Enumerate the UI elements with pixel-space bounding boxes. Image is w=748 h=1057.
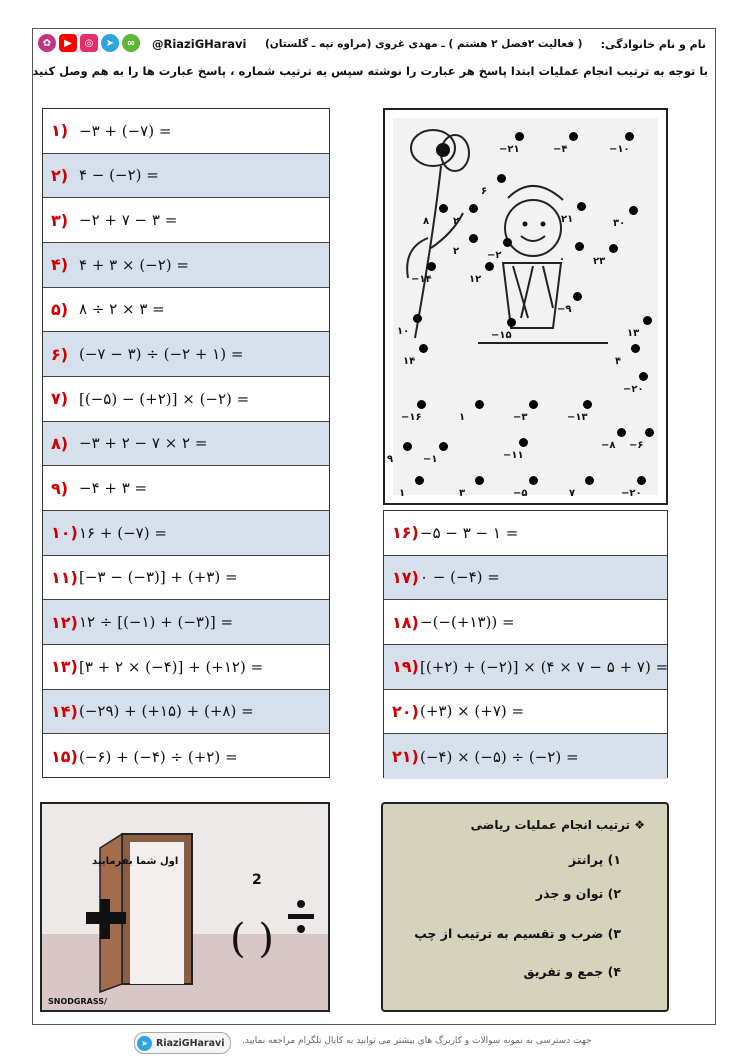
puzzle-dot-label: ۲ bbox=[453, 216, 460, 227]
exercise-expression: (+۳) × (+۷) = bbox=[420, 702, 525, 721]
exercise-row bbox=[384, 690, 667, 735]
puzzle-dot bbox=[519, 438, 528, 447]
exercise-row bbox=[384, 645, 667, 690]
puzzle-dot bbox=[515, 132, 524, 141]
puzzle-dot-label: ۴ bbox=[615, 356, 622, 367]
puzzle-dot bbox=[439, 204, 448, 213]
exercise-expression: −۳ + ۲ − ۷ × ۲ = bbox=[79, 434, 208, 453]
puzzle-dot-label: ۱۳ bbox=[627, 328, 640, 339]
exercise-row bbox=[384, 600, 667, 645]
exercise-row bbox=[43, 556, 329, 601]
puzzle-dot bbox=[475, 400, 484, 409]
puzzle-dot-label: ۱۲ bbox=[469, 274, 482, 285]
puzzle-dot bbox=[637, 476, 646, 485]
svg-text:2: 2 bbox=[252, 872, 262, 888]
exercise-expression: [۳ + ۲ × (−۴)] + (+۱۲) = bbox=[79, 657, 264, 676]
puzzle-dot-label: −۱۰ bbox=[609, 144, 630, 155]
badge-label: RiaziGHaravi bbox=[156, 1037, 225, 1049]
exercise-expression: (−۴) × (−۵) ÷ (−۲) = bbox=[420, 747, 579, 766]
exercise-row bbox=[384, 556, 667, 601]
puzzle-dot bbox=[485, 262, 494, 271]
worksheet-subtitle: ( فعالیت ۲فصل ۲ هشتم ) ـ مهدی غروی (مراوه تپه ـ گلستان) bbox=[265, 38, 583, 50]
exercise-expression: ۴ + ۳ × (−۲) = bbox=[79, 255, 189, 274]
puzzle-dot-label: ۶ bbox=[481, 186, 488, 197]
exercise-table-left bbox=[42, 108, 330, 778]
puzzle-dot bbox=[507, 318, 516, 327]
rule-item-2: ۲) توان و جذر bbox=[535, 886, 621, 901]
exercise-number: ۱) bbox=[51, 121, 69, 141]
exercise-number: ۱۴) bbox=[51, 701, 78, 721]
exercise-row bbox=[43, 288, 329, 333]
exercise-number: ۱۶) bbox=[392, 523, 419, 543]
exercise-expression: ۱۲ ÷ [(−۱) + (−۳)] = bbox=[79, 613, 234, 632]
exercise-row bbox=[43, 332, 329, 377]
puzzle-dot-label: ۱ bbox=[399, 488, 406, 499]
exercise-row bbox=[43, 243, 329, 288]
puzzle-dot-label: −۳ bbox=[513, 412, 528, 423]
exercise-number: ۱۳) bbox=[51, 657, 78, 677]
puzzle-dot bbox=[625, 132, 634, 141]
exercise-expression: [(−۵) − (+۲)] × (−۲) = bbox=[79, 389, 250, 408]
exercise-expression: −۳ + (−۷) = bbox=[79, 121, 172, 140]
exercise-row bbox=[43, 154, 329, 199]
puzzle-dot bbox=[609, 244, 618, 253]
puzzle-dot bbox=[403, 442, 412, 451]
puzzle-dot-label: −۹ bbox=[557, 304, 572, 315]
svg-text:( ): ( ) bbox=[230, 916, 274, 962]
puzzle-dot-label: ۲۳ bbox=[593, 256, 606, 267]
exercise-row bbox=[384, 511, 667, 556]
exercise-number: ۵) bbox=[51, 299, 69, 319]
mouth bbox=[521, 236, 545, 241]
exercise-number: ۸) bbox=[51, 433, 69, 453]
puzzle-dot bbox=[631, 344, 640, 353]
eye-right bbox=[541, 222, 546, 227]
cartoon-signature: SNODGRASS/ bbox=[48, 997, 107, 1006]
puzzle-dot bbox=[469, 204, 478, 213]
puzzle-dot-label: −۲۰ bbox=[621, 488, 642, 499]
exercise-number: ۳) bbox=[51, 210, 69, 230]
rules-title: ❖ ترتیب انجام عملیات ریاضی bbox=[470, 818, 645, 832]
exercise-expression: ۰ − (−۴) = bbox=[420, 568, 500, 587]
division-bar bbox=[288, 914, 314, 919]
division-dot bbox=[297, 925, 305, 933]
puzzle-dot bbox=[529, 400, 538, 409]
puzzle-dot-label: ۸ bbox=[423, 216, 430, 227]
hair bbox=[508, 186, 563, 200]
exercise-number: ۲۱) bbox=[392, 747, 419, 767]
puzzle-dot-label: ۱۰ bbox=[397, 326, 410, 337]
telegram-icon[interactable]: ➤ bbox=[101, 34, 119, 52]
puzzle-dot-label: −۱۶ bbox=[401, 412, 422, 423]
puzzle-dot-label: −۱۱ bbox=[503, 450, 524, 461]
puzzle-dot bbox=[415, 476, 424, 485]
puzzle-dot-label: ۱ bbox=[459, 412, 466, 423]
telegram-channel-badge[interactable] bbox=[134, 1032, 231, 1054]
puzzle-dot-label: −۱۳ bbox=[567, 412, 588, 423]
social-icons bbox=[38, 34, 140, 52]
eitaa-icon[interactable]: ∞ bbox=[122, 34, 140, 52]
cartoon-scene bbox=[42, 804, 328, 1010]
puzzle-dot-label: ۰ bbox=[559, 254, 566, 265]
exercise-row bbox=[43, 422, 329, 467]
puzzle-dot bbox=[503, 238, 512, 247]
exercise-number: ۴) bbox=[51, 255, 69, 275]
exercise-number: ۶) bbox=[51, 344, 69, 364]
footer bbox=[0, 1032, 748, 1052]
exercise-row bbox=[43, 734, 329, 779]
rule-item-4: ۴) جمع و تفریق bbox=[523, 964, 621, 979]
exercise-expression: ۴ − (−۲) = bbox=[79, 166, 159, 185]
puzzle-dot bbox=[573, 292, 582, 301]
division-dot bbox=[297, 900, 305, 908]
exercise-number: ۱۱) bbox=[51, 567, 78, 587]
puzzle-dot-label: ۲ bbox=[453, 246, 460, 257]
cartoon-speech: اول شما بفرمایید bbox=[92, 856, 179, 867]
puzzle-dot-label: −۱۵ bbox=[491, 330, 512, 341]
puzzle-dot bbox=[439, 442, 448, 451]
puzzle-dot-label: −۸ bbox=[601, 440, 616, 451]
exercise-row bbox=[384, 734, 667, 779]
dot-to-dot-puzzle bbox=[383, 108, 668, 505]
puzzle-dot bbox=[643, 316, 652, 325]
puzzle-dot bbox=[417, 400, 426, 409]
exercise-number: ۱۵) bbox=[51, 747, 78, 767]
student-name-label: نام و نام خانوادگی: bbox=[600, 37, 706, 51]
puzzle-dot bbox=[497, 174, 506, 183]
exercise-table-right bbox=[383, 510, 668, 778]
puzzle-dot bbox=[617, 428, 626, 437]
rule-item-1: ۱) پرانتز bbox=[568, 852, 621, 867]
channel-handle: @RiaziGHaravi bbox=[152, 37, 247, 51]
puzzle-dot bbox=[629, 206, 638, 215]
puzzle-dot bbox=[529, 476, 538, 485]
puzzle-dot bbox=[575, 242, 584, 251]
exercise-expression: [−۳ − (−۳)] + (+۳) = bbox=[79, 568, 238, 587]
puzzle-dot-label: ۳۰ bbox=[613, 218, 626, 229]
exercise-row bbox=[43, 690, 329, 735]
puzzle-dot bbox=[585, 476, 594, 485]
puzzle-dot-label: −۲ bbox=[487, 250, 502, 261]
exercise-row bbox=[43, 198, 329, 243]
exercise-expression: −۴ + ۳ = bbox=[79, 479, 148, 498]
tie-pattern bbox=[513, 266, 553, 318]
exercise-expression: ۸ ÷ ۲ × ۳ = bbox=[79, 300, 165, 319]
exercise-number: ۹) bbox=[51, 478, 69, 498]
exercise-expression: (−۶) + (−۴) ÷ (+۲) = bbox=[79, 747, 238, 766]
flower-center bbox=[436, 143, 450, 157]
puzzle-dot-label: −۲۰ bbox=[623, 384, 644, 395]
instagram-icon[interactable]: ◎ bbox=[80, 34, 98, 52]
puzzle-dot-label: ۱۴ bbox=[403, 356, 416, 367]
puzzle-dot bbox=[577, 202, 586, 211]
puzzle-dot-label: −۴ bbox=[553, 144, 568, 155]
puzzle-dot-label: ۹ bbox=[387, 454, 394, 465]
exercise-number: ۷) bbox=[51, 389, 69, 409]
puzzle-dot-label: −۲۱ bbox=[499, 144, 520, 155]
puzzle-dot-label: −۱۴ bbox=[411, 274, 432, 285]
flower-stem bbox=[415, 166, 441, 338]
plus-sign-arms bbox=[86, 912, 126, 924]
exercise-expression: (−۷ − ۳) ÷ (−۲ + ۱) = bbox=[79, 345, 244, 364]
exercise-number: ۲۰) bbox=[392, 701, 419, 721]
puzzle-dot bbox=[583, 400, 592, 409]
puzzle-dot bbox=[639, 372, 648, 381]
face-outline bbox=[505, 200, 561, 256]
film-icon[interactable]: ✿ bbox=[38, 34, 56, 52]
exercise-expression: (−۲۹) + (+۱۵) + (+۸) = bbox=[79, 702, 254, 721]
exercise-row bbox=[43, 511, 329, 556]
instruction-text: با توجه به ترتیب انجام عملیات ابتدا پاسخ هر عبارت را نوشته سپس به ترتیب شماره ، پاسخ عبارت ها را به هم وصل کنید bbox=[32, 64, 708, 78]
puzzle-dot-label: −۱ bbox=[423, 454, 438, 465]
puzzle-dot-label: ۲۱ bbox=[561, 214, 574, 225]
footer-text: جهت دسترسی به نمونه سوالات و کاربرگ های بیشتر می توانید به کانال تلگرام مراجعه نمایید. bbox=[242, 1036, 592, 1046]
puzzle-dot bbox=[569, 132, 578, 141]
exercise-number: ۱۰) bbox=[51, 523, 78, 543]
exercise-row bbox=[43, 377, 329, 422]
exercise-number: ۱۹) bbox=[392, 657, 419, 677]
exercise-number: ۱۷) bbox=[392, 567, 419, 587]
exercise-row bbox=[43, 600, 329, 645]
puzzle-dot-label: ۷ bbox=[569, 488, 576, 499]
puzzle-dot bbox=[469, 234, 478, 243]
eye-left bbox=[523, 222, 528, 227]
exercise-expression: −(−(+۱۳)) = bbox=[420, 613, 515, 632]
puzzle-dot-label: −۶ bbox=[629, 440, 644, 451]
rule-item-3: ۳) ضرب و تقسیم به ترتیب از چپ bbox=[414, 926, 621, 941]
exercise-expression: −۵ − ۳ − ۱ = bbox=[420, 523, 519, 542]
puzzle-dot bbox=[475, 476, 484, 485]
exercise-row bbox=[43, 109, 329, 154]
puzzle-dot bbox=[419, 344, 428, 353]
exercise-expression: −۲ + ۷ − ۳ = bbox=[79, 211, 178, 230]
exercise-number: ۱۸) bbox=[392, 612, 419, 632]
puzzle-dot bbox=[645, 428, 654, 437]
exercise-number: ۱۲) bbox=[51, 612, 78, 632]
puzzle-dot bbox=[427, 262, 436, 271]
exercise-row bbox=[43, 466, 329, 511]
exercise-number: ۲) bbox=[51, 165, 69, 185]
exercise-row bbox=[43, 645, 329, 690]
puzzle-dot bbox=[413, 314, 422, 323]
order-of-operations-box bbox=[381, 802, 669, 1012]
cartoon-image bbox=[40, 802, 330, 1012]
youtube-icon[interactable]: ▶ bbox=[59, 34, 77, 52]
flower-leaf bbox=[407, 238, 428, 278]
puzzle-dot-label: ۳ bbox=[459, 488, 466, 499]
puzzle-canvas bbox=[387, 118, 658, 499]
exercise-expression: ۱۶ + (−۷) = bbox=[79, 523, 167, 542]
puzzle-dot-label: −۵ bbox=[513, 488, 528, 499]
telegram-icon: ➤ bbox=[137, 1036, 152, 1051]
exercise-expression: [(+۲) + (−۲)] × (۴ × ۷ − ۵ + ۷) = bbox=[420, 657, 669, 676]
